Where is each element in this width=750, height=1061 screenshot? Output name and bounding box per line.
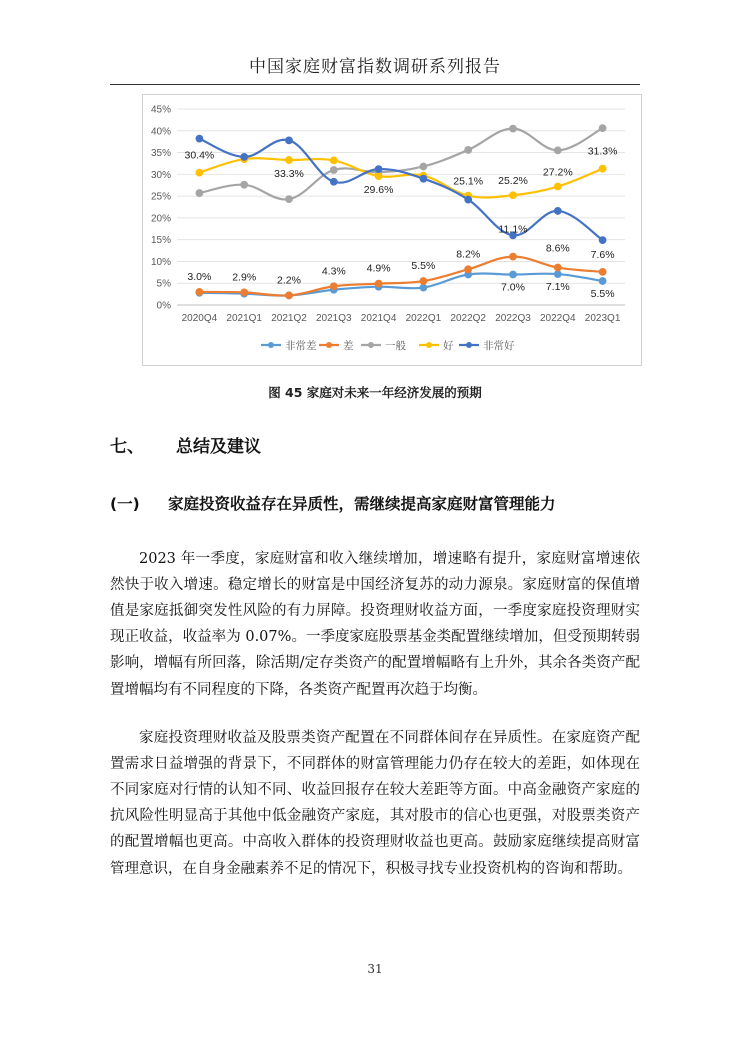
data-point bbox=[599, 278, 606, 285]
data-point bbox=[420, 278, 427, 285]
data-label: 27.2% bbox=[542, 166, 573, 179]
data-point bbox=[510, 192, 517, 199]
data-point bbox=[330, 178, 337, 185]
x-tick-label: 2022Q2 bbox=[450, 313, 486, 324]
data-point bbox=[599, 268, 606, 275]
y-tick-label: 35% bbox=[150, 148, 171, 160]
data-point bbox=[420, 163, 427, 170]
data-point bbox=[510, 271, 517, 278]
subsection-title: 家庭投资收益存在异质性，需继续提高家庭财富管理能力 bbox=[168, 495, 556, 513]
data-point bbox=[196, 169, 203, 176]
body-paragraph-1: 2023 年一季度，家庭财富和收入继续增加，增速略有提升，家庭财富增速依然快于收入增速。稳定增长的财富是中国经济复苏的动力源泉。家庭财富的保值增值是家庭抵御突发性风险的有力屏障。投资理财收益方面，一季度家庭投资理财实现正收益，收益率为 0.07%。一季度家庭股票基金类配置继续增加，但受预期转弱影响，增幅有所回落，除活期/定存类资产的配置增幅略有上升外，其余各类资产配置增幅均有不同程度的下降，各类资产配置再次趋于均衡。 bbox=[110, 550, 640, 698]
data-point bbox=[196, 190, 203, 197]
data-point bbox=[554, 264, 561, 271]
line-chart bbox=[142, 94, 642, 366]
data-label: 30.4% bbox=[184, 149, 215, 162]
y-tick-label: 5% bbox=[156, 278, 171, 290]
data-label: 4.3% bbox=[321, 265, 346, 278]
data-point bbox=[286, 292, 293, 299]
y-tick-label: 0% bbox=[156, 300, 171, 312]
data-point bbox=[599, 237, 606, 244]
data-point bbox=[510, 125, 517, 132]
data-label: 4.9% bbox=[366, 262, 391, 275]
x-tick-label: 2021Q3 bbox=[316, 313, 352, 324]
data-label: 7.1% bbox=[545, 281, 570, 294]
data-point bbox=[420, 175, 427, 182]
subsection-heading bbox=[110, 492, 556, 514]
legend-label: 一般 bbox=[385, 340, 406, 352]
data-label: 31.3% bbox=[587, 145, 618, 158]
data-point bbox=[554, 147, 561, 154]
x-tick-label: 2022Q1 bbox=[405, 313, 442, 324]
data-point bbox=[286, 137, 293, 144]
data-point bbox=[241, 181, 248, 188]
data-point bbox=[196, 135, 203, 142]
section-title: 总结及建议 bbox=[176, 437, 261, 457]
y-tick-label: 25% bbox=[150, 191, 171, 203]
data-label: 25.2% bbox=[498, 175, 528, 188]
data-point bbox=[330, 167, 337, 174]
data-point bbox=[375, 173, 382, 180]
data-label: 7.0% bbox=[501, 281, 525, 294]
x-tick-label: 2023Q1 bbox=[584, 313, 621, 324]
body-paragraph-2: 家庭投资理财收益及股票类资产配置在不同群体间存在异质性。在家庭资产配置需求日益增强的背景下，不同群体的财富管理能力仍存在较大的差距，如体现在不同家庭对行情的认知不同、收益回报存在较大差距等方面。中高金融资产家庭的抗风险性明显高于其他中低金融资产家庭，其对股市的信心也更强，对股票类资产的配置增幅也更高。中高收入群体的投资理财收益也更高。鼓励家庭继续提高财富管理意识，在自身金融素养不足的情况下，积极寻找专业投资机构的咨询和帮助。 bbox=[110, 729, 640, 877]
data-point bbox=[286, 196, 293, 203]
legend-marker bbox=[466, 342, 472, 348]
data-point bbox=[554, 208, 561, 215]
x-tick-label: 2021Q4 bbox=[360, 313, 397, 324]
figure-caption: 图 45 家庭对未来一年经济发展的预期 bbox=[268, 385, 482, 400]
data-point bbox=[465, 147, 472, 154]
data-label: 2.2% bbox=[277, 274, 301, 287]
data-point bbox=[599, 165, 606, 172]
data-label: 5.5% bbox=[590, 288, 615, 301]
y-tick-label: 15% bbox=[150, 235, 171, 247]
data-point bbox=[286, 157, 293, 164]
legend-marker bbox=[426, 342, 432, 348]
data-label: 29.6% bbox=[363, 184, 394, 197]
data-point bbox=[375, 280, 382, 287]
legend-marker bbox=[268, 342, 274, 348]
data-label: 7.6% bbox=[590, 248, 615, 261]
chart-svg bbox=[143, 95, 641, 365]
data-label: 3.0% bbox=[187, 270, 212, 283]
series-line bbox=[199, 128, 602, 199]
page-number: 31 bbox=[367, 962, 383, 976]
legend-marker bbox=[368, 342, 374, 348]
x-tick-label: 2021Q1 bbox=[226, 313, 262, 324]
y-tick-label: 40% bbox=[150, 126, 171, 138]
data-point bbox=[465, 266, 472, 273]
data-label: 2.9% bbox=[232, 271, 257, 284]
y-tick-label: 45% bbox=[150, 104, 171, 116]
data-point bbox=[375, 166, 382, 173]
data-point bbox=[330, 283, 337, 290]
series-line bbox=[199, 257, 602, 296]
subsection-number: (一) bbox=[110, 495, 140, 513]
data-point bbox=[554, 183, 561, 190]
x-tick-label: 2021Q2 bbox=[271, 313, 307, 324]
data-point bbox=[241, 154, 248, 161]
data-point bbox=[599, 125, 606, 132]
legend-label: 非常好 bbox=[483, 340, 515, 352]
data-label: 8.2% bbox=[456, 248, 481, 261]
data-label: 33.3% bbox=[274, 167, 304, 180]
legend-label: 差 bbox=[343, 340, 354, 352]
data-label: 25.1% bbox=[453, 175, 484, 188]
header-divider bbox=[110, 84, 640, 85]
data-point bbox=[554, 271, 561, 278]
x-tick-label: 2020Q4 bbox=[181, 313, 218, 324]
data-label: 11.1% bbox=[498, 223, 528, 236]
data-point bbox=[196, 289, 203, 296]
data-label: 8.6% bbox=[545, 242, 570, 255]
series-line bbox=[199, 273, 602, 295]
legend-label: 好 bbox=[443, 340, 454, 352]
data-point bbox=[241, 289, 248, 296]
data-label: 5.5% bbox=[411, 260, 436, 273]
x-tick-label: 2022Q4 bbox=[540, 313, 576, 324]
data-point bbox=[420, 284, 427, 291]
y-tick-label: 30% bbox=[150, 169, 171, 181]
data-point bbox=[330, 157, 337, 164]
legend-marker bbox=[326, 342, 332, 348]
y-tick-label: 10% bbox=[150, 256, 171, 268]
legend-label: 非常差 bbox=[285, 340, 317, 352]
x-tick-label: 2022Q3 bbox=[495, 313, 531, 324]
report-header-title: 中国家庭财富指数调研系列报告 bbox=[249, 57, 501, 77]
y-tick-label: 20% bbox=[150, 213, 171, 225]
data-point bbox=[510, 253, 517, 260]
section-heading bbox=[110, 432, 261, 457]
section-number: 七、 bbox=[110, 437, 144, 457]
data-point bbox=[465, 196, 472, 203]
